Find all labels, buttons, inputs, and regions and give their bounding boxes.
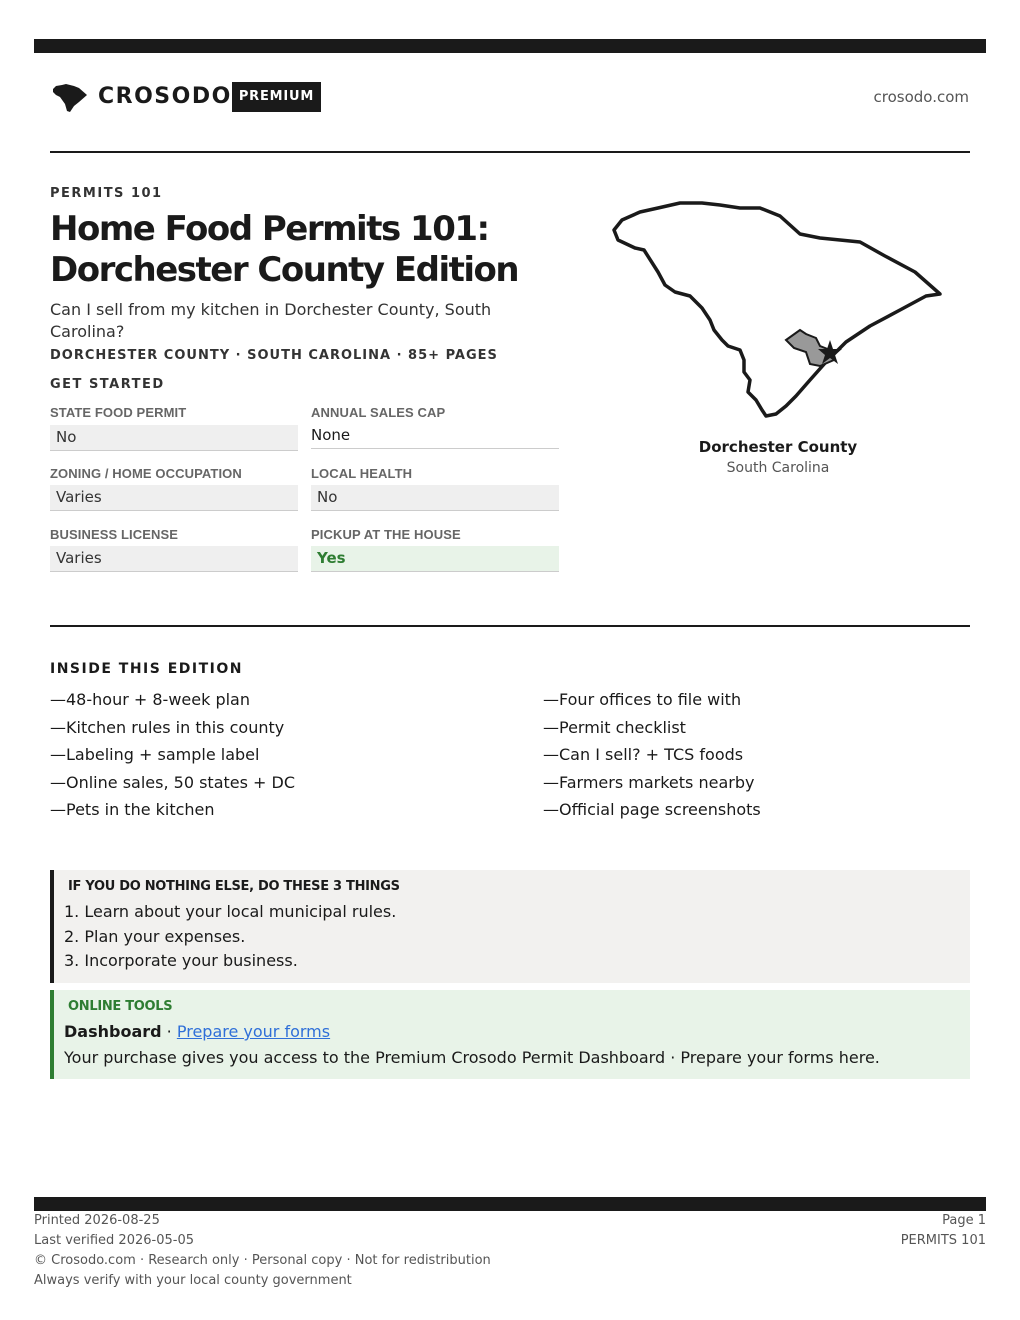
field-value-pickup: Yes bbox=[311, 546, 559, 572]
online-tools-title: ONLINE TOOLS bbox=[68, 999, 173, 1014]
title-line-1: Home Food Permits 101: bbox=[50, 209, 489, 249]
footer-left bbox=[34, 1211, 491, 1291]
contents-list-right bbox=[543, 689, 761, 827]
prepare-forms-link[interactable]: Prepare your forms bbox=[176, 1022, 331, 1041]
copyright-notice: © Crosodo.com · Research only · Personal copy · Not for redistribution bbox=[34, 1253, 491, 1268]
field-label-state-food-permit: STATE FOOD PERMIT bbox=[50, 405, 187, 420]
state-map bbox=[610, 200, 944, 425]
field-label-business-license: BUSINESS LICENSE bbox=[50, 527, 179, 542]
printed-date: Printed 2026-08-25 bbox=[34, 1213, 160, 1228]
section-divider bbox=[50, 625, 970, 627]
page-title bbox=[50, 209, 590, 291]
step-item: 1. Learn about your local municipal rules. bbox=[64, 902, 397, 921]
state-outline bbox=[614, 203, 940, 416]
page-subtitle: Can I sell from my kitchen in Dorchester County, South Carolina? bbox=[50, 300, 492, 341]
field-label-local-health: LOCAL HEALTH bbox=[311, 466, 413, 481]
three-things-callout bbox=[50, 870, 970, 983]
section-eyebrow: PERMITS 101 bbox=[50, 186, 163, 201]
top-bar bbox=[34, 39, 986, 53]
footer-section: PERMITS 101 bbox=[900, 1233, 986, 1248]
field-value-zoning: Varies bbox=[50, 485, 298, 511]
list-item: —Official page screenshots bbox=[543, 800, 761, 819]
verified-date: Last verified 2026-05-05 bbox=[34, 1233, 194, 1248]
county-shape bbox=[786, 330, 834, 366]
get-started-heading: GET STARTED bbox=[50, 377, 165, 392]
field-value-annual-sales-cap: None bbox=[311, 423, 559, 449]
tools-description: Your purchase gives you access to the Premium Crosodo Permit Dashboard · Prepare your forms here. bbox=[64, 1048, 880, 1067]
south-carolina-silhouette-icon bbox=[52, 83, 88, 113]
field-value-state-food-permit: No bbox=[50, 425, 298, 451]
page-number: Page 1 bbox=[942, 1213, 986, 1228]
verify-disclaimer: Always verify with your local county government bbox=[34, 1273, 352, 1288]
list-item: —Online sales, 50 states + DC bbox=[50, 772, 296, 792]
inside-edition-heading: INSIDE THIS EDITION bbox=[50, 661, 243, 677]
site-url[interactable]: crosodo.com bbox=[873, 88, 969, 106]
list-item: —48-hour + 8-week plan bbox=[50, 690, 250, 709]
bottom-bar bbox=[34, 1197, 986, 1211]
edition-meta: DORCHESTER COUNTY · SOUTH CAROLINA · 85+ PAGES bbox=[50, 348, 498, 363]
list-item: —Labeling + sample label bbox=[50, 745, 260, 764]
map-state-label: South Carolina bbox=[726, 460, 830, 476]
field-value-local-health: No bbox=[311, 485, 559, 511]
list-item: —Four offices to file with bbox=[543, 690, 742, 709]
page-header bbox=[50, 80, 970, 116]
premium-badge: PREMIUM bbox=[232, 82, 321, 112]
brand-name: CROSODO bbox=[98, 84, 232, 109]
list-item: —Farmers markets nearby bbox=[543, 772, 755, 792]
step-item: 2. Plan your expenses. bbox=[64, 927, 246, 946]
header-divider bbox=[50, 151, 970, 153]
map-county-label: Dorchester County bbox=[698, 438, 858, 456]
list-item: —Can I sell? + TCS foods bbox=[543, 745, 744, 764]
field-label-annual-sales-cap: ANNUAL SALES CAP bbox=[311, 405, 446, 420]
list-item: —Kitchen rules in this county bbox=[50, 717, 285, 737]
tools-separator: · bbox=[161, 1022, 177, 1041]
tools-line bbox=[64, 1022, 330, 1041]
online-tools-callout bbox=[50, 990, 970, 1079]
step-item: 3. Incorporate your business. bbox=[64, 951, 298, 970]
field-value-business-license: Varies bbox=[50, 546, 298, 572]
three-things-title: IF YOU DO NOTHING ELSE, DO THESE 3 THINGS bbox=[68, 879, 400, 894]
dashboard-label: Dashboard bbox=[64, 1022, 162, 1041]
field-label-zoning: ZONING / HOME OCCUPATION bbox=[50, 466, 242, 481]
list-item: —Pets in the kitchen bbox=[50, 800, 215, 819]
field-label-pickup: PICKUP AT THE HOUSE bbox=[311, 527, 461, 542]
list-item: —Permit checklist bbox=[543, 717, 686, 737]
contents-list-left bbox=[50, 689, 295, 827]
footer-right bbox=[901, 1211, 986, 1251]
title-line-2: Dorchester County Edition bbox=[50, 250, 519, 290]
